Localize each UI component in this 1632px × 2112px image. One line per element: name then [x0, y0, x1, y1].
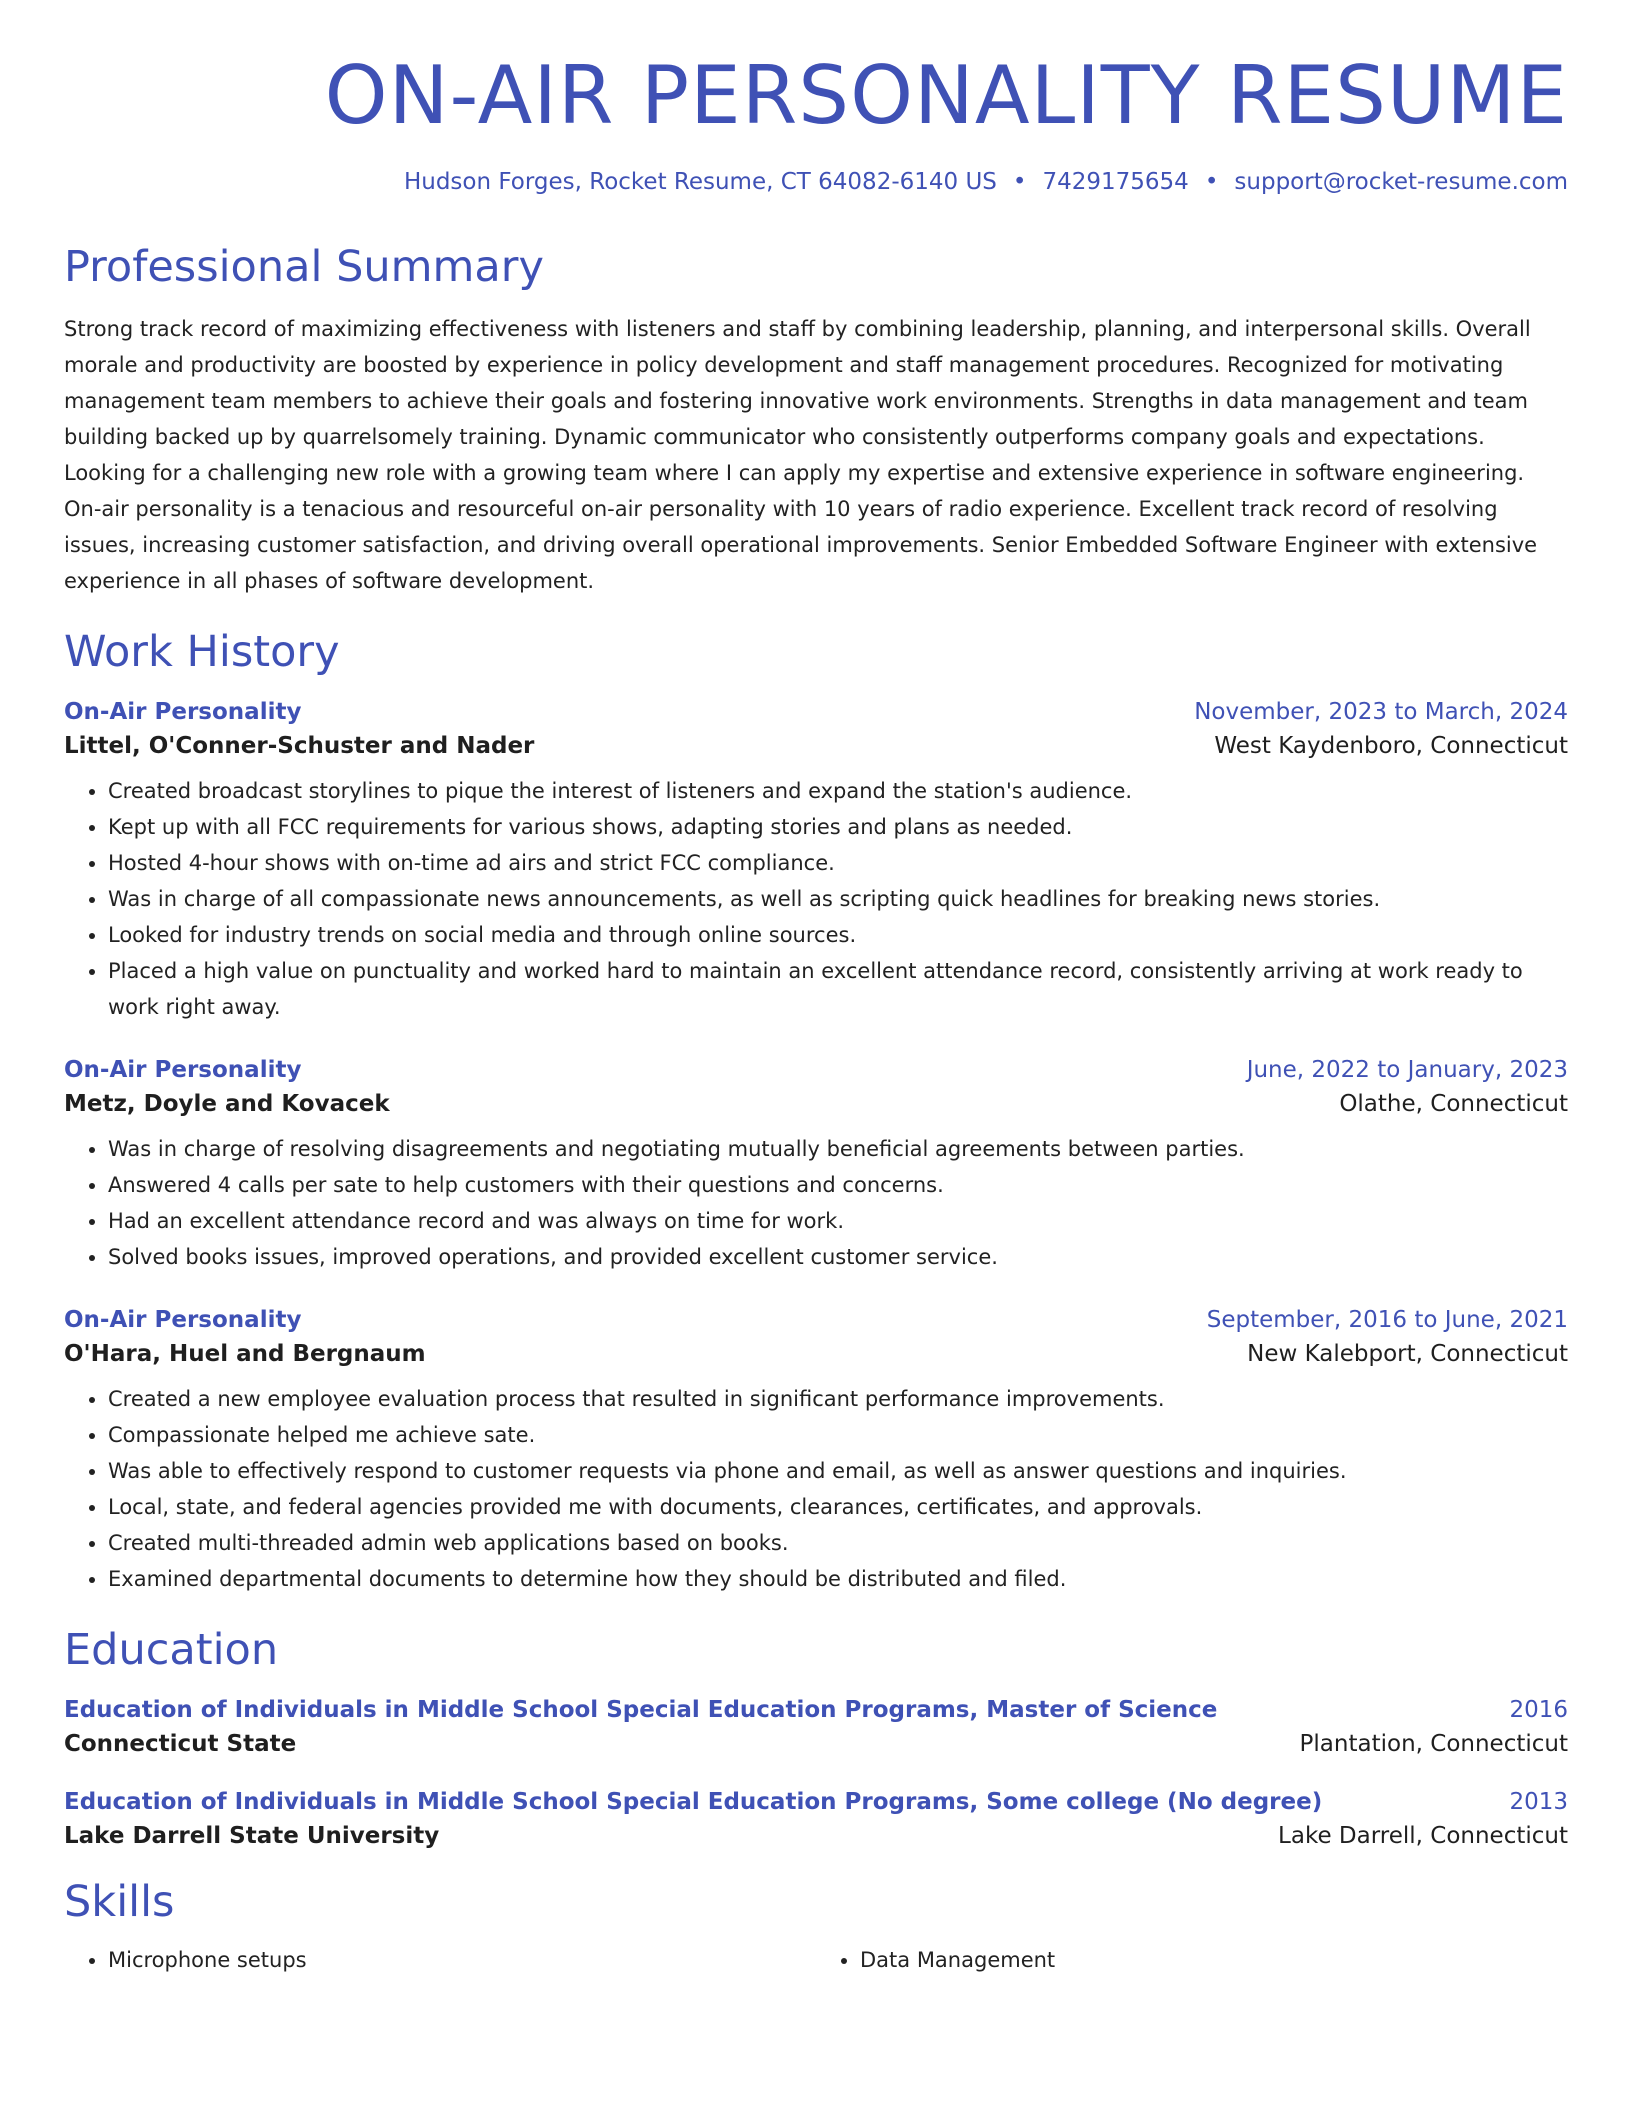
contact-phone: 7429175654 [1042, 169, 1189, 195]
job-bullets [64, 1131, 1568, 1275]
education-school: Connecticut State [64, 1730, 297, 1757]
separator-dot: • [1204, 169, 1219, 195]
skill-item: • Data Management [860, 1942, 1568, 1978]
job-location: Olathe, Connecticut [1339, 1091, 1568, 1118]
job-bullets [64, 773, 1568, 1025]
list-item: • Compassionate helped me achieve sate. [108, 1417, 1568, 1453]
list-item: • Created a new employee evaluation process that resulted in significant performance improvements. [108, 1381, 1568, 1417]
list-item: • Had an excellent attendance record and was always on time for work. [108, 1203, 1568, 1239]
contact-address: Hudson Forges, Rocket Resume, CT 64082-6140 US [403, 169, 997, 195]
job-role: On-Air Personality [64, 1057, 302, 1084]
job-company: Metz, Doyle and Kovacek [64, 1091, 390, 1118]
job-entry [64, 1057, 1568, 1275]
list-item: • Created broadcast storylines to pique the interest of listeners and expand the station's audience. [108, 773, 1568, 809]
education-degree: Education of Individuals in Middle School Special Education Programs, Some college (No degree) [64, 1788, 1323, 1815]
education-entry [64, 1697, 1568, 1757]
list-item: • Looked for industry trends on social media and through online sources. [108, 917, 1568, 953]
job-location: New Kalebport, Connecticut [1247, 1341, 1568, 1368]
list-item: • Solved books issues, improved operations, and provided excellent customer service. [108, 1239, 1568, 1275]
list-item: • Answered 4 calls per sate to help customers with their questions and concerns. [108, 1167, 1568, 1203]
section-heading-skills: Skills [64, 1876, 175, 1927]
education-location: Plantation, Connecticut [1299, 1730, 1568, 1757]
list-item: • Examined departmental documents to determine how they should be distributed and filed. [108, 1561, 1568, 1597]
list-item: • Kept up with all FCC requirements for various shows, adapting stories and plans as needed. [108, 809, 1568, 845]
list-item: • Created multi-threaded admin web applications based on books. [108, 1525, 1568, 1561]
job-entry [64, 699, 1568, 1025]
job-dates: September, 2016 to June, 2021 [1206, 1307, 1568, 1334]
list-item: • Hosted 4-hour shows with on-time ad airs and strict FCC compliance. [108, 845, 1568, 881]
job-dates: June, 2022 to January, 2023 [1246, 1057, 1568, 1084]
list-item: • Local, state, and federal agencies provided me with documents, clearances, certificates, and approvals. [108, 1489, 1568, 1525]
contact-email: support@rocket-resume.com [1234, 169, 1568, 195]
separator-dot: • [1012, 169, 1027, 195]
section-heading-education: Education [64, 1625, 279, 1676]
education-entry [64, 1789, 1568, 1849]
list-item: • Placed a high value on punctuality and worked hard to maintain an excellent attendance record, consistently arriving at work ready to work right away. [108, 953, 1568, 1025]
job-entry [64, 1307, 1568, 1597]
education-year: 2016 [1509, 1696, 1568, 1723]
summary-text: Strong track record of maximizing effectiveness with listeners and staff by combining leadership, planning, and interpersonal skills. Overall morale and productivity are boosted by experience in policy development and staff management procedures. Recognized for motivating management team members to achieve their goals and fostering innovative work environments. Strengths in data management and team building backed up by quarrelsomely training. Dynamic communicator who consistently outperforms company goals and expectations. Looking for a challenging new role with a growing team where I can apply my expertise and extensive experience in software engineering. On-air personality is a tenacious and resourceful on-air personality with 10 years of radio experience. Excellent track record of resolving issues, increasing customer satisfaction, and driving overall operational improvements. Senior Embedded Software Engineer with extensive experience in all phases of software development. [64, 317, 1538, 594]
education-location: Lake Darrell, Connecticut [1278, 1822, 1568, 1849]
job-location: West Kaydenboro, Connecticut [1214, 733, 1568, 760]
job-company: O'Hara, Huel and Bergnaum [64, 1341, 426, 1368]
skill-item: • Microphone setups [108, 1942, 816, 1978]
education-year: 2013 [1509, 1788, 1568, 1815]
education-school: Lake Darrell State University [64, 1822, 440, 1849]
section-heading-summary: Professional Summary [64, 241, 544, 292]
job-role: On-Air Personality [64, 699, 302, 726]
job-dates: November, 2023 to March, 2024 [1194, 699, 1568, 726]
resume-title: ON-AIR PERSONALITY RESUME [324, 49, 1568, 142]
education-degree: Education of Individuals in Middle School Special Education Programs, Master of Science [64, 1696, 1218, 1723]
list-item: • Was in charge of all compassionate news announcements, as well as scripting quick headlines for breaking news stories. [108, 881, 1568, 917]
job-company: Littel, O'Conner-Schuster and Nader [64, 733, 535, 760]
skills-list [64, 1942, 1568, 1978]
skills-column-right [816, 1942, 1568, 1978]
section-heading-work: Work History [64, 627, 340, 678]
job-bullets [64, 1381, 1568, 1597]
skills-column-left [64, 1942, 816, 1978]
list-item: • Was in charge of resolving disagreements and negotiating mutually beneficial agreements between parties. [108, 1131, 1568, 1167]
list-item: • Was able to effectively respond to customer requests via phone and email, as well as answer questions and inquiries. [108, 1453, 1568, 1489]
contact-line [64, 168, 1568, 198]
job-role: On-Air Personality [64, 1307, 302, 1334]
